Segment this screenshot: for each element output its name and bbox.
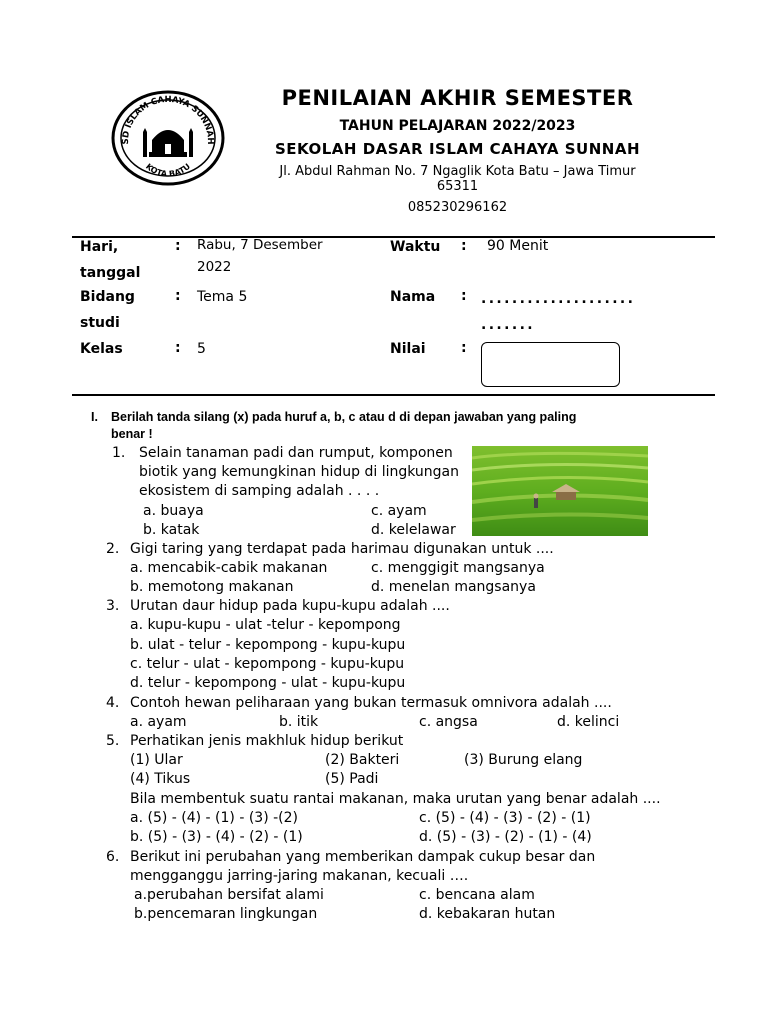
q3-option-b[interactable]: b. ulat - telur - kepompong - kupu-kupu [130,637,406,653]
q4-option-d[interactable]: d. kelinci [557,714,620,730]
q4-stem: Contoh hewan peliharaan yang bukan termasuk omnivora adalah .... [130,695,612,711]
kelas-colon: : [175,340,181,356]
q5-stem: Perhatikan jenis makhluk hidup berikut [130,733,404,749]
bidang-colon: : [175,288,181,304]
q2-option-c[interactable]: c. menggigit mangsanya [371,560,545,576]
q3-option-c[interactable]: c. telur - ulat - kepompong - kupu-kupu [130,656,405,672]
q1-option-c[interactable]: c. ayam [371,503,427,519]
section-number: I. [91,410,98,424]
q6-option-c[interactable]: c. bencana alam [419,887,535,903]
q6-stem: Berikut ini perubahan yang memberikan dampak cukup besar dan mengganggu jarring-jaring makanan, kecuali …. [130,849,596,885]
q4-number: 4. [106,695,120,711]
hari-colon: : [175,238,181,254]
q5-item-5: (5) Padi [325,771,379,787]
q1-option-b[interactable]: b. katak [143,522,200,538]
nama-label: Nama [390,289,436,305]
waktu-colon: : [461,238,467,254]
q1-number: 1. [112,445,126,461]
q6-option-d[interactable]: d. kebakaran hutan [419,906,556,922]
q4-option-a[interactable]: a. ayam [130,714,187,730]
header-rule-bottom [72,394,715,396]
q5-item-4: (4) Tikus [130,771,191,787]
nama-dots-line-2: ....... [481,317,536,333]
hari-label: Hari, tanggal [80,239,141,281]
school-address [255,164,660,194]
q5-option-a[interactable]: a. (5) - (4) - (1) - (3) -(2) [130,810,298,826]
rice-field-image [472,446,648,536]
section-instruction: Berilah tanda silang (x) pada huruf a, b, c atau d di depan jawaban yang paling benar ! [111,410,577,441]
bidang-value: Tema 5 [197,289,248,305]
q4-option-b[interactable]: b. itik [279,714,319,730]
q5-option-d[interactable]: d. (5) - (3) - (2) - (1) - (4) [419,829,592,845]
school-phone: 085230296162 [407,200,508,215]
school-logo [110,88,226,188]
q5-number: 5. [106,733,120,749]
hari-value: Rabu, 7 Desember 2022 [197,237,323,275]
nama-colon: : [461,288,467,304]
q5-item-3: (3) Burung elang [464,752,583,768]
q3-stem: Urutan daur hidup pada kupu-kupu adalah .... [130,598,450,614]
waktu-value: 90 Menit [487,238,549,254]
kelas-value: 5 [197,341,206,357]
q5-stem-2: Bila membentuk suatu rantai makanan, maka urutan yang benar adalah .... [130,791,661,807]
q3-option-a[interactable]: a. kupu-kupu - ulat -telur - kepompong [130,617,401,633]
nama-field[interactable] [481,286,635,338]
q2-option-b[interactable]: b. memotong makanan [130,579,294,595]
q5-item-2: (2) Bakteri [325,752,400,768]
waktu-label: Waktu [390,239,441,255]
address-line-2: 65311 [436,179,479,194]
kelas-label: Kelas [80,341,123,357]
q3-number: 3. [106,598,120,614]
q1-stem: Selain tanaman padi dan rumput, komponen biotik yang kemungkinan hidup di lingkungan ekosistem di samping adalah . . . . [139,445,460,500]
bidang-label: Bidang studi [80,289,135,331]
q3-option-d[interactable]: d. telur - kepompong - ulat - kupu-kupu [130,675,406,691]
school-name: SEKOLAH DASAR ISLAM CAHAYA SUNNAH [275,140,640,158]
q5-option-c[interactable]: c. (5) - (4) - (3) - (2) - (1) [419,810,591,826]
exam-title: PENILAIAN AKHIR SEMESTER [281,86,634,110]
q6-number: 6. [106,849,120,865]
nilai-score-box[interactable] [481,342,620,387]
nama-dots-line-1: .................... [481,291,636,307]
q2-stem: Gigi taring yang terdapat pada harimau digunakan untuk .... [130,541,554,557]
q5-item-1: (1) Ular [130,752,183,768]
nilai-label: Nilai [390,341,426,357]
q2-option-d[interactable]: d. menelan mangsanya [371,579,536,595]
academic-year: TAHUN PELAJARAN 2022/2023 [339,118,576,134]
nilai-colon: : [461,340,467,356]
logo-bottom-text: KOTA BATU [143,161,193,179]
q6-option-a[interactable]: a.perubahan bersifat alami [134,887,324,903]
q5-option-b[interactable]: b. (5) - (3) - (4) - (2) - (1) [130,829,303,845]
address-line-1: Jl. Abdul Rahman No. 7 Ngaglik Kota Batu – Jawa Timur [279,164,636,179]
q1-option-a[interactable]: a. buaya [143,503,204,519]
q6-option-b[interactable]: b.pencemaran lingkungan [134,906,318,922]
q2-number: 2. [106,541,120,557]
q1-option-d[interactable]: d. kelelawar [371,522,456,538]
logo-top-text: SD ISLAM CAHAYA SUNNAH [120,94,216,145]
q4-option-c[interactable]: c. angsa [419,714,478,730]
q2-option-a[interactable]: a. mencabik-cabik makanan [130,560,328,576]
